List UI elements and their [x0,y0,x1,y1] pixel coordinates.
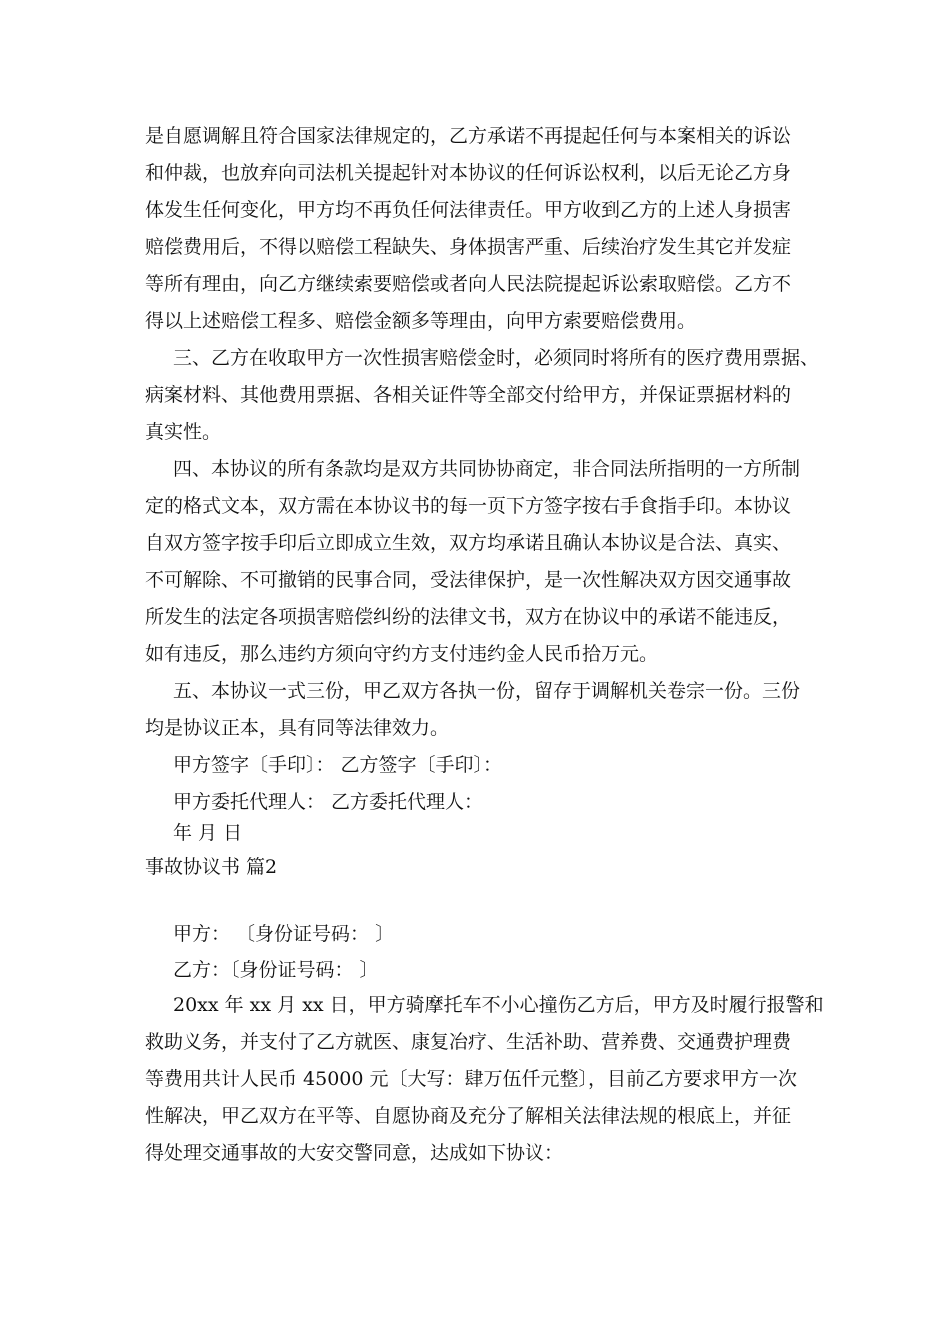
paragraph-line: 救助义务，并支付了乙方就医、康复冶疗、生活补助、营养费、交通费护理费 [145,1031,792,1053]
paragraph-line: 等费用共计人民币 45000 元〔大写：肆万伍仟元整〕，目前乙方要求甲方一次 [145,1068,798,1090]
paragraph-line: 所发生的法定各项损害赔偿纠纷的法律文书，双方在协议中的承诺不能违反， [145,606,792,628]
party-a-line: 甲方： 〔身份证号码： 〕 [173,923,395,945]
paragraph-line: 性解决，甲乙双方在平等、自愿协商及充分了解相关法律法规的根底上，并征 [145,1105,792,1127]
agent-line: 甲方委托代理人： 乙方委托代理人： [173,791,484,813]
clause-three-line: 三、乙方在收取甲方一次性损害赔偿金时，必须同时将所有的医疗费用票据、 [173,347,820,369]
clause-four-line: 四、本协议的所有条款均是双方共同协协商定，非合同法所指明的一方所制 [173,458,801,480]
paragraph-line: 得以上述赔偿工程多、赔偿金额多等理由，向甲方索要赔偿费用。 [145,310,697,332]
paragraph-line: 体发生任何变化，甲方均不再负任何法律责任。甲方收到乙方的上述人身损害 [145,199,792,221]
paragraph-line: 病案材料、其他费用票据、各相关证件等全部交付给甲方，并保证票据材料的 [145,384,792,406]
paragraph-line: 自双方签字按手印后立即成立生效，双方均承诺且确认本协议是合法、真实、 [145,532,792,554]
paragraph-line: 是自愿调解且符合国家法律规定的，乙方承诺不再提起任何与本案相关的诉讼 [145,125,792,147]
section-title: 事故协议书 篇2 [145,856,278,878]
paragraph-line: 真实性。 [145,421,222,443]
paragraph-line: 等所有理由，向乙方继续索要赔偿或者向人民法院提起诉讼索取赔偿。乙方不 [145,273,792,295]
paragraph-line: 赔偿费用后，不得以赔偿工程缺失、身体损害严重、后续治疗发生其它并发症 [145,236,792,258]
paragraph-line: 20xx 年 xx 月 xx 日，甲方骑摩托车不小心撞伤乙方后，甲方及时履行报警和 [173,994,824,1016]
clause-five-line: 五、本协议一式三份，甲乙双方各执一份，留存于调解机关卷宗一份。三份 [173,680,801,702]
paragraph-line: 如有违反，那么违约方须向守约方支付违约金人民币拾万元。 [145,643,659,665]
signature-line: 甲方签字〔手印〕： 乙方签字〔手印〕： [173,754,503,776]
paragraph-line: 得处理交通事故的大安交警同意，达成如下协议： [145,1142,564,1164]
paragraph-line: 和仲裁，也放弃向司法机关提起针对本协议的任何诉讼权利，以后无论乙方身 [145,162,792,184]
date-line: 年 月 日 [173,822,243,844]
paragraph-line: 均是协议正本，具有同等法律效力。 [145,717,450,739]
paragraph-line: 定的格式文本，双方需在本协议书的每一页下方签字按右手食指手印。本协议 [145,495,792,517]
party-b-line: 乙方：〔身份证号码： 〕 [173,959,379,981]
paragraph-line: 不可解除、不可撤销的民事合同，受法律保护，是一次性解决双方因交通事故 [145,569,792,591]
